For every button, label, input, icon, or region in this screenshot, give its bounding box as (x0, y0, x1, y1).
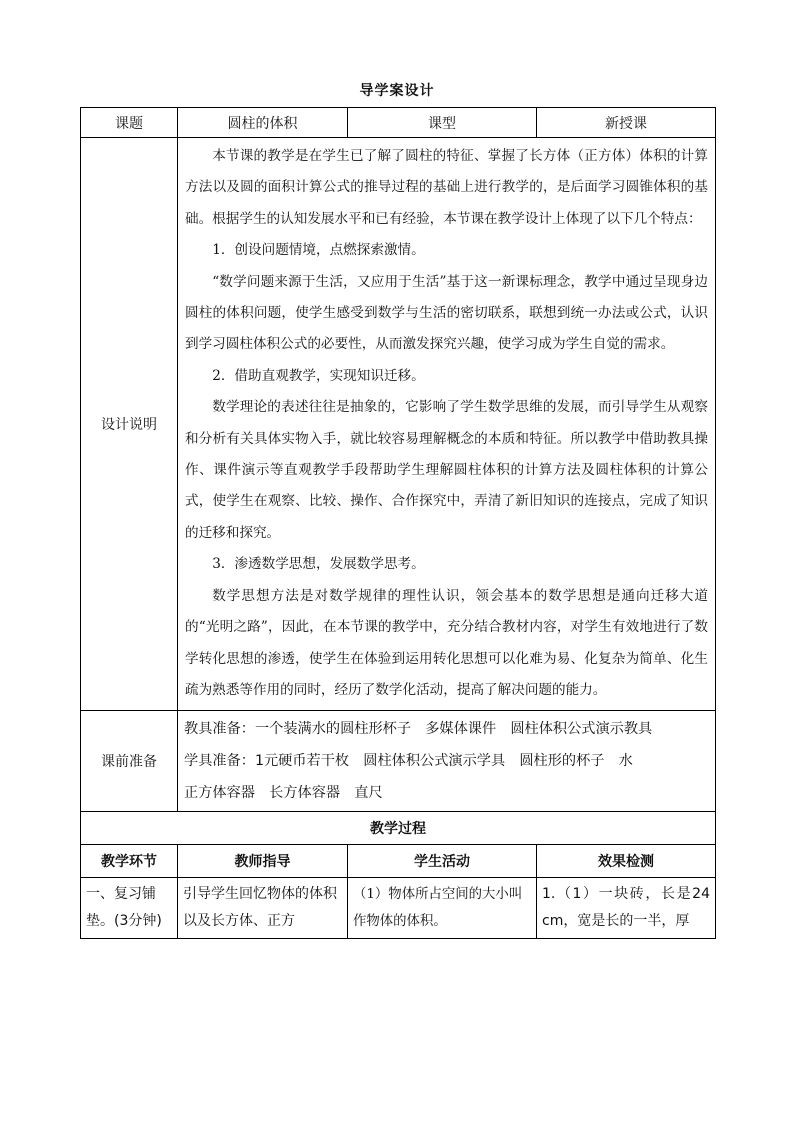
preparation-row (81, 711, 716, 812)
process-title: 教学过程 (81, 812, 716, 845)
type-value: 新授课 (537, 108, 716, 138)
design-paragraph: 2．借助直观教学，实现知识迁移。 (212, 367, 425, 384)
teacher-cell: 引导学生回忆物体的体积以及长方体、正方 (178, 878, 348, 939)
design-paragraph: 1．创设问题情境，点燃探索激情。 (212, 242, 425, 259)
stage-cell: 一、复习铺垫。(3分钟) (81, 878, 178, 939)
design-paragraph: 本节课的教学是在学生已了解了圆柱的特征、掌握了长方体（正方体）体积的计算方法以及圆的面积计算公式的推导过程的基础上进行教学的，是后面学习圆锥体积的基础。根据学生的认知发展水平和已有经验，本节课在教学设计上体现了以下几个特点： (185, 148, 708, 227)
topic-row (81, 108, 716, 138)
process-header-row (81, 845, 716, 878)
topic-label: 课题 (81, 108, 178, 138)
column-header-student: 学生活动 (348, 845, 537, 878)
process-title-row (81, 812, 716, 845)
design-notes-content (178, 138, 716, 711)
design-notes-label: 设计说明 (81, 138, 178, 711)
design-paragraph: 数学理论的表述往往是抽象的，它影响了学生数学思维的发展，而引导学生从观察和分析有关具体实物入手，就比较容易理解概念的本质和特征。所以教学中借助教具操作、课件演示等直观教学手段帮助学生理解圆柱体积的计算方法及圆柱体积的计算公式，使学生在观察、比较、操作、合作探究中，弄清了新旧知识的连接点，完成了知识的迁移和探究。 (185, 399, 708, 541)
preparation-line: 正方体容器 长方体容器 直尺 (184, 785, 383, 802)
design-paragraph: 3．渗透数学思想，发展数学思考。 (212, 556, 425, 573)
preparation-label: 课前准备 (81, 711, 178, 812)
column-header-check: 效果检测 (537, 845, 716, 878)
preparation-content (178, 711, 716, 812)
design-paragraph: 数学思想方法是对数学规律的理性认识，领会基本的数学思想是通向迁移大道的“光明之路”，因此，在本节课的教学中，充分结合教材内容，对学生有效地进行了数学转化思想的渗透，使学生在体验到运用转化思想可以化难为易、化复杂为简单、化生疏为熟悉等作用的同时，经历了数学化活动，提高了解决问题的能力。 (185, 587, 708, 698)
design-notes-row (81, 138, 716, 711)
column-header-stage: 教学环节 (81, 845, 178, 878)
table-row (81, 878, 716, 939)
preparation-line: 学具准备：1元硬币若干枚 圆柱体积公式演示学具 圆柱形的杯子 水 (184, 753, 633, 770)
lesson-plan-table (80, 107, 716, 939)
document-title: 导学案设计 (359, 83, 435, 99)
preparation-line: 教具准备：一个装满水的圆柱形杯子 多媒体课件 圆柱体积公式演示教具 (184, 721, 653, 738)
column-header-teacher: 教师指导 (178, 845, 348, 878)
student-cell: （1）物体所占空间的大小叫作物体的体积。 (348, 878, 537, 939)
check-cell: 1.（1）一块砖，长是24 cm，宽是长的一半，厚 (537, 878, 716, 939)
design-paragraph: “数学问题来源于生活，又应用于生活”基于这一新课标理念，教学中通过呈现身边圆柱的体积问题，使学生感受到数学与生活的密切联系，联想到统一办法或公式，认识到学习圆柱体积公式的必要性，从而激发探究兴趣，使学习成为学生自觉的需求。 (185, 273, 708, 353)
topic-value: 圆柱的体积 (178, 108, 348, 138)
type-label: 课型 (348, 108, 537, 138)
